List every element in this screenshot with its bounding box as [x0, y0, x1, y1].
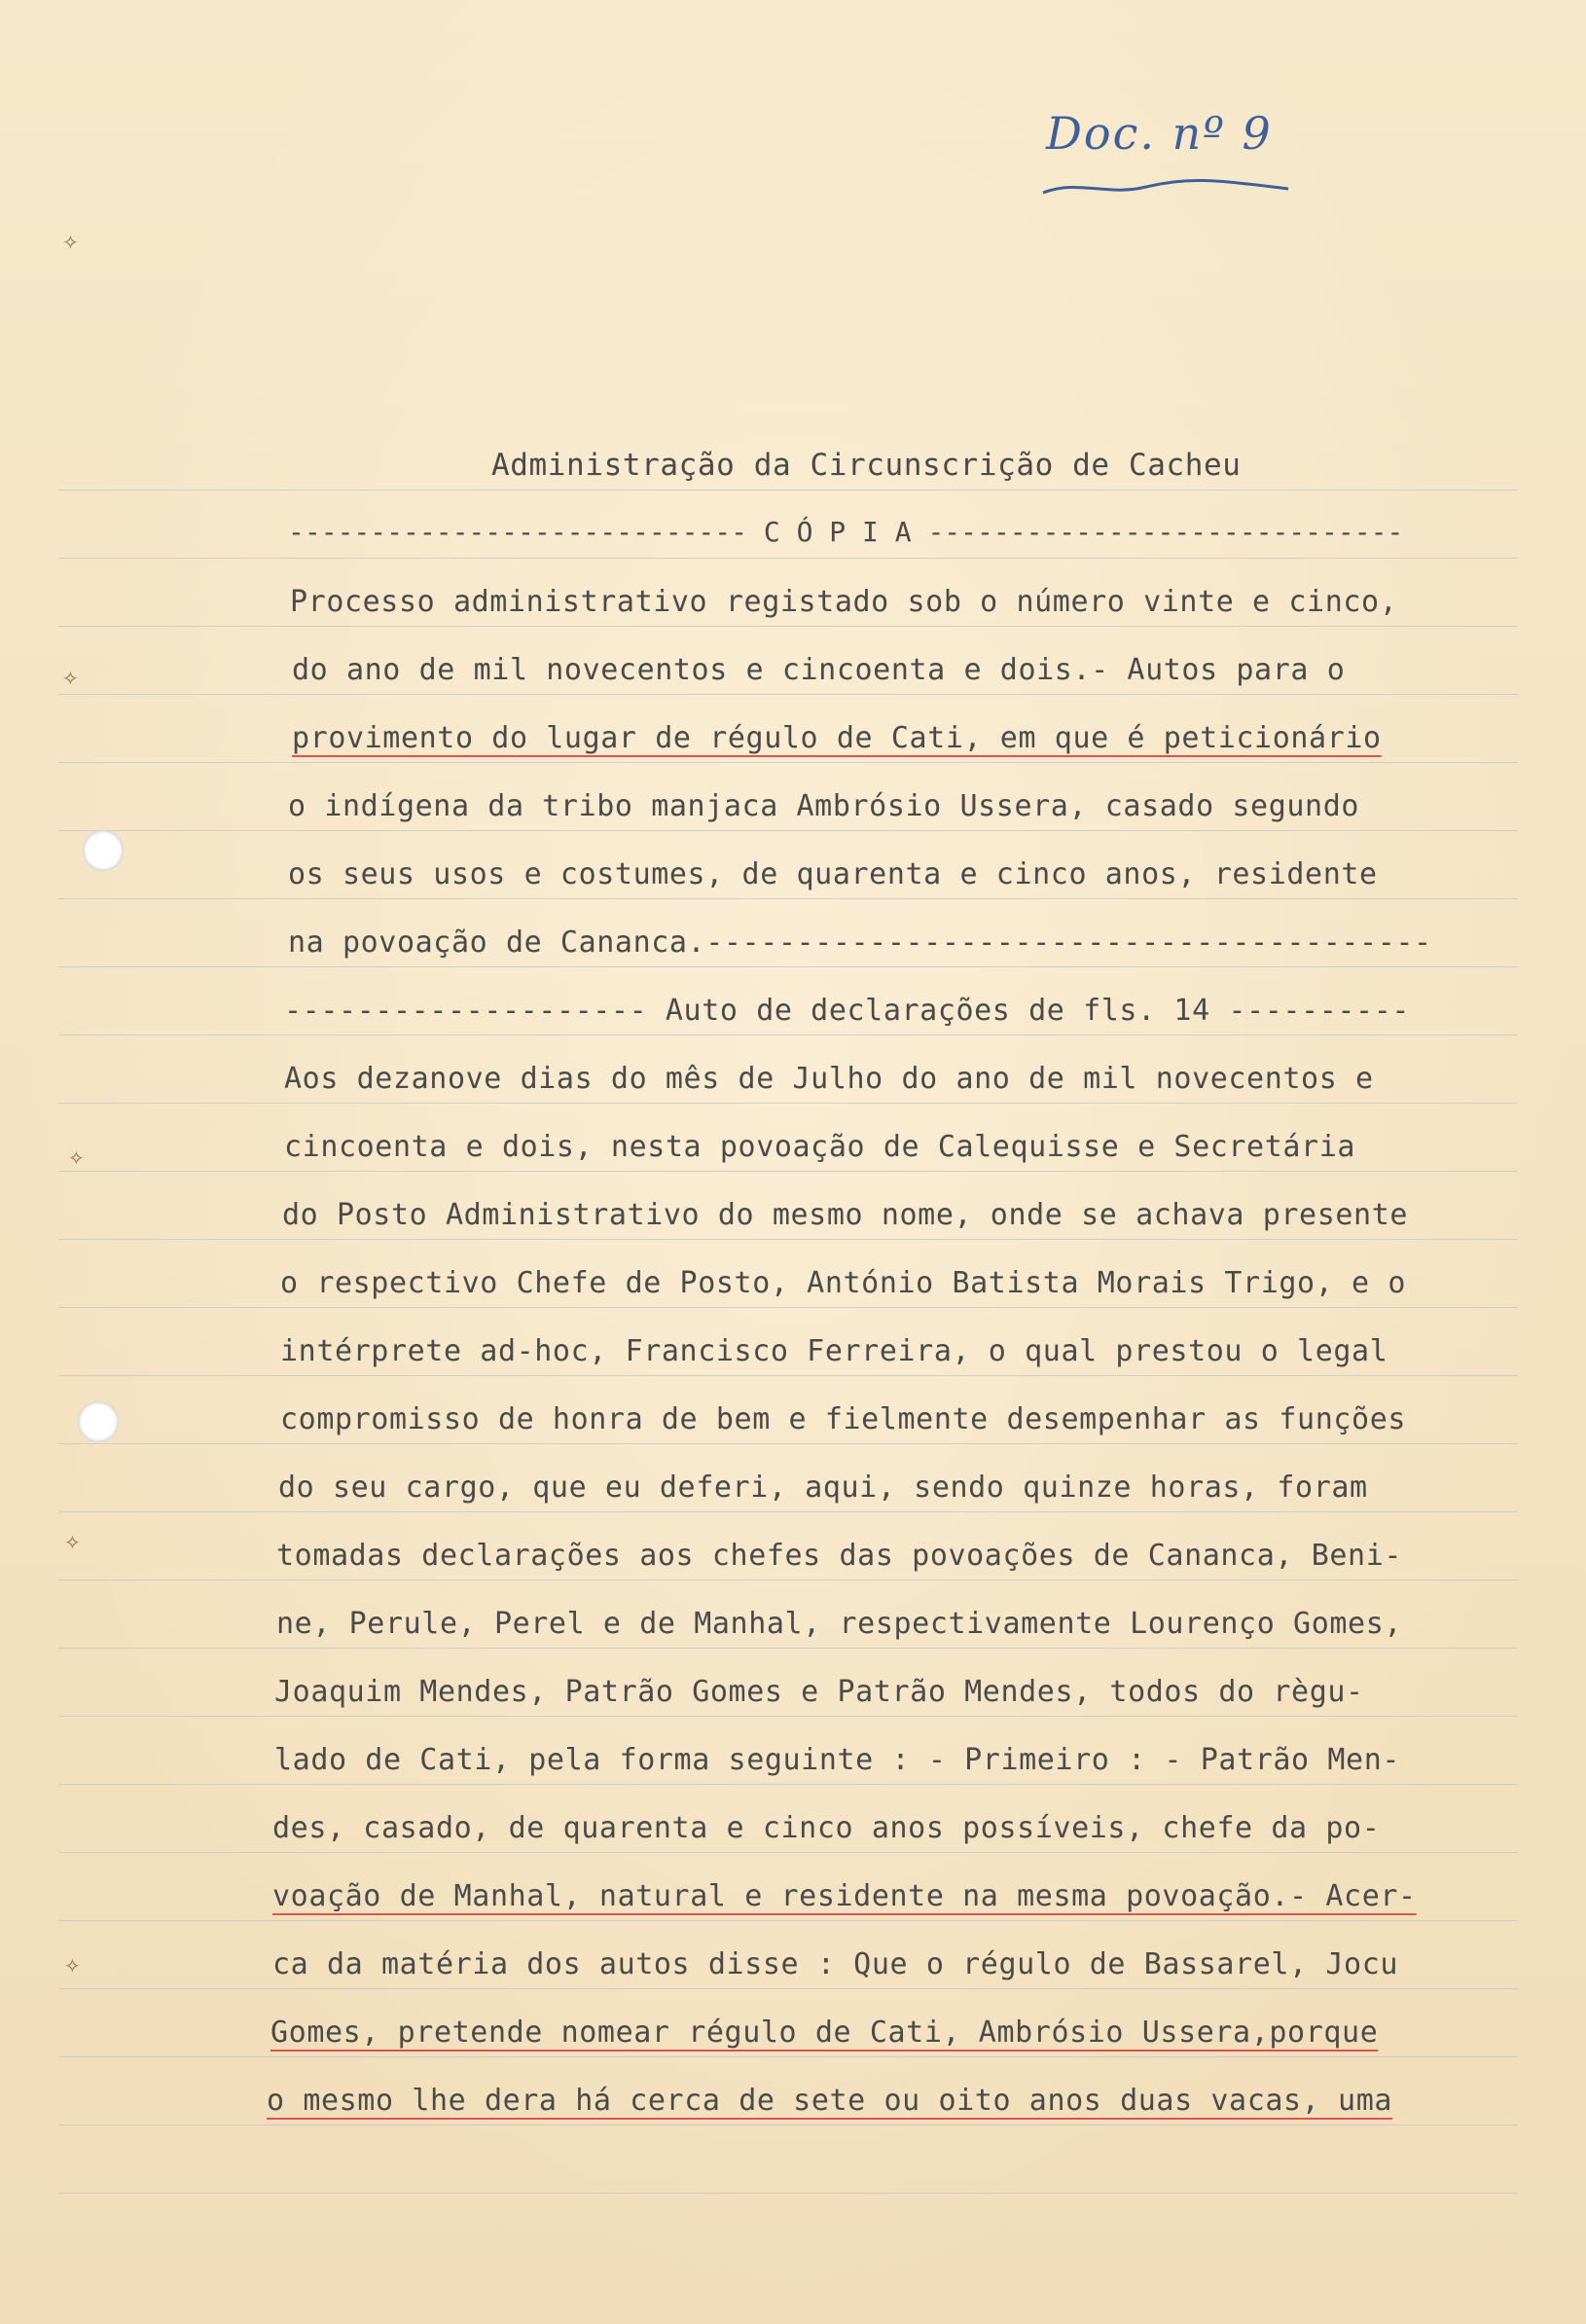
body-line: do seu cargo, que eu deferi, aqui, sendo quinze horas, foram	[278, 1471, 1368, 1505]
ruled-line	[58, 558, 1518, 559]
ruled-line	[58, 1511, 1518, 1512]
body-line: voação de Manhal, natural e residente na mesma povoação.- Acer-	[272, 1879, 1417, 1913]
body-line: cincoenta e dois, nesta povoação de Calequisse e Secretária	[284, 1130, 1356, 1164]
ruled-line	[58, 1239, 1518, 1240]
ruled-line	[58, 2193, 1518, 2194]
body-line: Gomes, pretende nomear régulo de Cati, Ambrósio Ussera,porque	[270, 2015, 1379, 2050]
ruled-line	[58, 1171, 1518, 1172]
document-heading: Administração da Circunscrição de Cacheu	[491, 448, 1242, 483]
body-line: o respectivo Chefe de Posto, António Batista Morais Trigo, e o	[280, 1266, 1407, 1300]
tack-mark-icon: ✧	[62, 667, 79, 690]
body-line: Aos dezanove dias do mês de Julho do ano de mil novecentos e	[284, 1062, 1374, 1096]
ruled-line	[58, 1648, 1518, 1649]
ruled-line	[58, 1988, 1518, 1989]
punch-hole	[83, 830, 124, 871]
body-line: ne, Perule, Perel e de Manhal, respectivamente Lourenço Gomes,	[276, 1607, 1403, 1641]
body-line: os seus usos e costumes, de quarenta e cinco anos, residente	[288, 857, 1378, 891]
tack-mark-icon: ✧	[64, 1954, 81, 1978]
body-line: des, casado, de quarenta e cinco anos possíveis, chefe da po-	[272, 1811, 1381, 1845]
ruled-line	[58, 1307, 1518, 1308]
body-line: o mesmo lhe dera há cerca de sete ou oito anos duas vacas, uma	[267, 2084, 1393, 2118]
ruled-line	[58, 1784, 1518, 1785]
body-line: intérprete ad-hoc, Francisco Ferreira, o qual prestou o legal	[280, 1334, 1388, 1368]
punch-hole	[78, 1401, 119, 1442]
ruled-line	[58, 1443, 1518, 1444]
ruled-line	[58, 898, 1518, 899]
tack-mark-icon: ✧	[62, 231, 79, 254]
body-line: -------------------- Auto de declarações de fls. 14 ----------	[284, 994, 1411, 1028]
body-line: lado de Cati, pela forma seguinte : - Primeiro : - Patrão Men-	[274, 1743, 1401, 1777]
ruled-line	[58, 694, 1518, 695]
ruled-line	[58, 1920, 1518, 1921]
annotation-underline	[1039, 175, 1292, 204]
body-line: o indígena da tribo manjaca Ambrósio Ussera, casado segundo	[288, 789, 1360, 823]
ruled-line	[58, 1852, 1518, 1853]
handwritten-annotation: Doc. nº 9	[1046, 107, 1273, 160]
body-line: Processo administrativo registado sob o número vinte e cinco,	[290, 585, 1398, 619]
ruled-line	[58, 2124, 1518, 2125]
body-line: ca da matéria dos autos disse : Que o régulo de Bassarel, Jocu	[272, 1947, 1399, 1981]
ruled-line	[58, 626, 1518, 627]
ruled-line	[58, 830, 1518, 831]
tack-mark-icon: ✧	[68, 1146, 85, 1170]
ruled-line	[58, 1103, 1518, 1104]
ruled-line	[58, 1716, 1518, 1717]
body-line: do ano de mil novecentos e cincoenta e dois.- Autos para o	[292, 653, 1346, 687]
body-line: Joaquim Mendes, Patrão Gomes e Patrão Mendes, todos do règu-	[274, 1675, 1364, 1709]
ruled-line	[58, 762, 1518, 763]
body-line: tomadas declarações aos chefes das povoações de Cananca, Beni-	[276, 1539, 1403, 1573]
body-line: na povoação de Cananca.----------------------------------------	[288, 926, 1432, 960]
ruled-line	[58, 1375, 1518, 1376]
body-line: provimento do lugar de régulo de Cati, em que é peticionário	[292, 721, 1382, 755]
ruled-line	[58, 2056, 1518, 2057]
body-line: do Posto Administrativo do mesmo nome, onde se achava presente	[282, 1198, 1409, 1232]
body-line: compromisso de honra de bem e fielmente desempenhar as funções	[280, 1402, 1407, 1436]
ruled-line	[58, 966, 1518, 967]
copy-line: ---------------------------- C Ó P I A -----------------------------	[288, 516, 1404, 548]
tack-mark-icon: ✧	[64, 1531, 81, 1554]
